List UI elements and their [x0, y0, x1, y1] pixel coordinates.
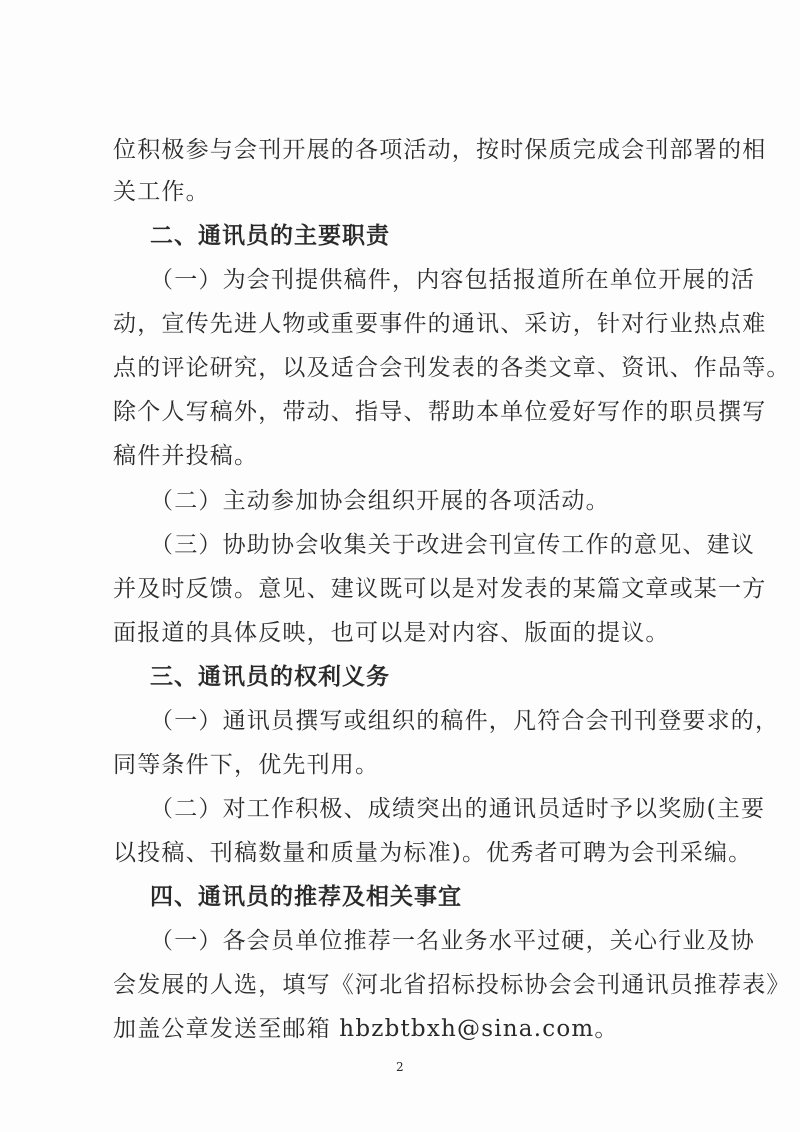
paragraph-line: （二）对工作积极、成绩突出的通讯员适时予以奖励(主要	[150, 796, 766, 822]
section-heading-3: 三、通讯员的权利义务	[150, 664, 390, 690]
paragraph-line: （一）通讯员撰写或组织的稿件，凡符合会刊刊登要求的，	[150, 708, 780, 734]
paragraph-line: 关工作。	[113, 179, 210, 205]
paragraph-line: 位积极参与会刊开展的各项活动，按时保质完成会刊部署的相	[113, 137, 767, 163]
paragraph-line: 面报道的具体反映，也可以是对内容、版面的提议。	[113, 620, 670, 646]
page-number: 2	[396, 1060, 404, 1074]
section-heading-2: 二、通讯员的主要职责	[150, 223, 390, 249]
paragraph-line: 以投稿、刊稿数量和质量为标准)。优秀者可聘为会刊采编。	[113, 840, 753, 866]
paragraph-line: 会发展的人选，填写《河北省招标投标协会会刊通讯员推荐表》	[113, 972, 791, 998]
paragraph-line: （二）主动参加协会组织开展的各项活动。	[150, 488, 610, 514]
paragraph-line: 动，宣传先进人物或重要事件的通讯、采访，针对行业热点难	[113, 311, 767, 337]
section-heading-4: 四、通讯员的推荐及相关事宜	[150, 884, 462, 910]
paragraph-line: 点的评论研究，以及适合会刊发表的各类文章、资讯、作品等。	[113, 355, 791, 381]
paragraph-line: 除个人写稿外，带动、指导、帮助本单位爱好写作的职员撰写	[113, 399, 767, 425]
paragraph-line: （一）各会员单位推荐一名业务水平过硬，关心行业及协	[150, 928, 755, 954]
paragraph-line: 同等条件下，优先刊用。	[113, 752, 380, 778]
paragraph-line: 加盖公章发送至邮箱 hbzbtbxh@sina.com。	[113, 1016, 619, 1042]
paragraph-line: （三）协助协会收集关于改进会刊宣传工作的意见、建议	[150, 532, 755, 558]
paragraph-line: （一）为会刊提供稿件，内容包括报道所在单位开展的活	[150, 267, 755, 293]
paragraph-line: 并及时反馈。意见、建议既可以是对发表的某篇文章或某一方	[113, 576, 767, 602]
paragraph-line: 稿件并投稿。	[113, 443, 259, 469]
